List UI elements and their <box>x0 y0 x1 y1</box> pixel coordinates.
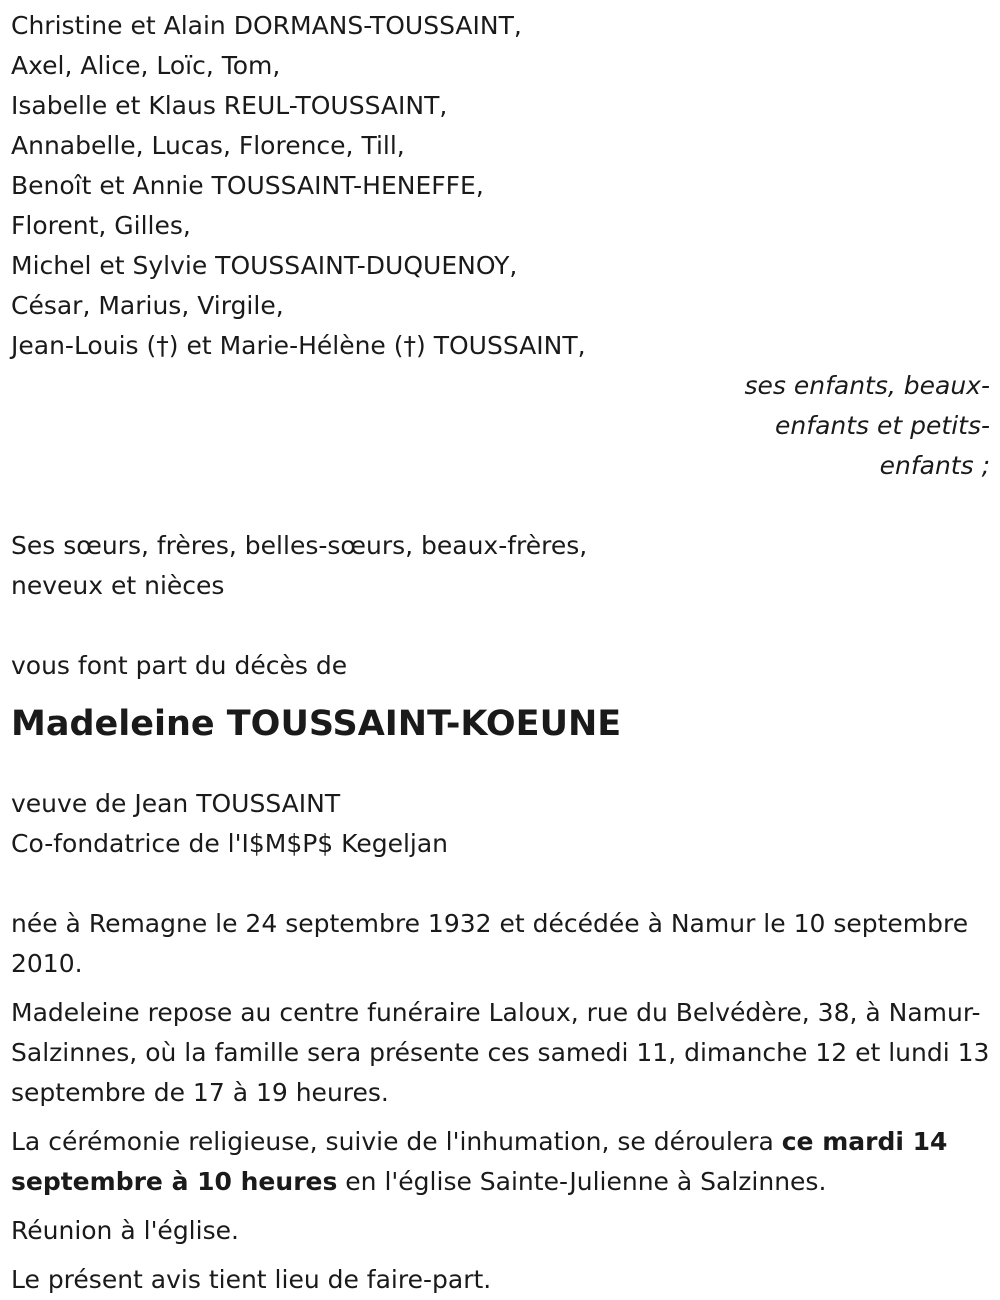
ceremony-text-before: La cérémonie religieuse, suivie de l'inhumation, se déroulera <box>11 1127 782 1156</box>
ceremony-date-time: ce mardi 14 septembre à 10 heures <box>11 1127 948 1196</box>
obituary-page <box>0 6 1000 1295</box>
family-line: Annabelle, Lucas, Florence, Till, <box>11 131 405 160</box>
birth-death-paragraph: née à Remagne le 24 septembre 1932 et décédée à Namur le 10 septembre 2010. <box>11 909 969 978</box>
family-list <box>11 6 990 366</box>
family-line: Benoît et Annie TOUSSAINT-HENEFFE, <box>11 171 484 200</box>
relatives-line: Ses sœurs, frères, belles-sœurs, beaux-frères, <box>11 531 588 560</box>
obituary-body <box>11 904 990 1300</box>
widow-of-text: veuve de Jean TOUSSAINT <box>11 789 341 818</box>
family-line: Florent, Gilles, <box>11 211 191 240</box>
family-line: Jean-Louis (†) et Marie-Hélène (†) TOUSSAINT, <box>11 331 586 360</box>
deceased-title: Co-fondatrice de l'I$M$P$ Kegeljan <box>11 829 448 858</box>
family-role <box>11 366 990 486</box>
family-line: Michel et Sylvie TOUSSAINT-DUQUENOY, <box>11 251 518 280</box>
ceremony-text-after: en l'église Sainte-Julienne à Salzinnes. <box>337 1167 827 1196</box>
deceased-details <box>11 784 990 864</box>
viewing-paragraph: Madeleine repose au centre funéraire Laloux, rue du Belvédère, 38, à Namur-Salzinnes, où la famille sera présente ces samedi 11, dimanche 12 et lundi 13 septembre de 17 à 19 heures. <box>11 998 990 1107</box>
family-role-line: enfants et petits- <box>775 411 990 440</box>
family-line: Isabelle et Klaus REUL-TOUSSAINT, <box>11 91 448 120</box>
notice-paragraph: Le présent avis tient lieu de faire-part. <box>11 1265 492 1294</box>
reunion-paragraph: Réunion à l'église. <box>11 1216 239 1245</box>
relatives-list <box>11 526 990 606</box>
announcement-text: vous font part du décès de <box>11 651 348 680</box>
family-line: Christine et Alain DORMANS-TOUSSAINT, <box>11 11 522 40</box>
family-role-line: enfants ; <box>879 451 990 480</box>
deceased-name: Madeleine TOUSSAINT-KOEUNE <box>11 704 622 744</box>
family-line: Axel, Alice, Loïc, Tom, <box>11 51 281 80</box>
family-role-line: ses enfants, beaux- <box>744 371 990 400</box>
relatives-line: neveux et nièces <box>11 571 225 600</box>
ceremony-paragraph <box>11 1122 990 1202</box>
family-line: César, Marius, Virgile, <box>11 291 284 320</box>
